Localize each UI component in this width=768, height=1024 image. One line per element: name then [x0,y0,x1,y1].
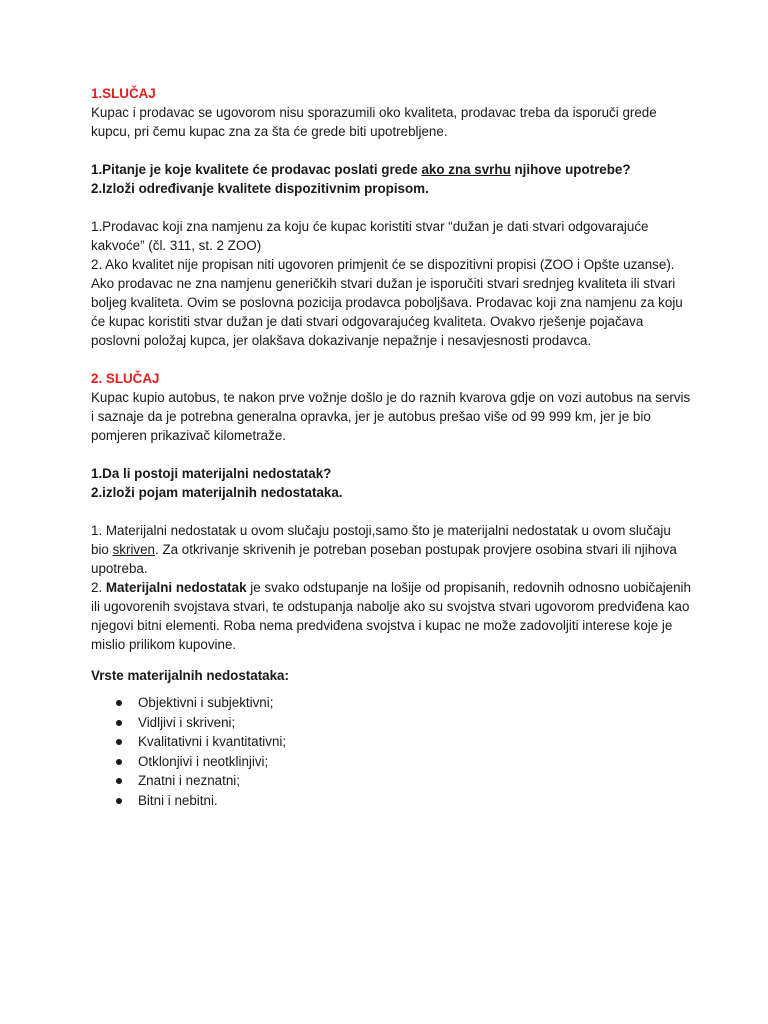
list-item: Vidljivi i skriveni; [91,713,691,733]
case-1-question-1-underlined: ako zna svrhu [421,162,511,177]
bullet-icon [116,720,122,726]
case-2-question-2: 2.izloži pojam materijalnih nedostataka. [91,485,343,500]
case-2-answer-2-prefix: 2. [91,580,106,595]
bullet-icon [116,778,122,784]
case-1-question-2: 2.Izloži određivanje kvalitete dispozitivnim propisom. [91,181,429,196]
list-item: Otklonjivi i neotklinjivi; [91,752,691,772]
case-2-title: 2. SLUČAJ [91,371,160,386]
case-1-question-1 [91,160,691,179]
list-item: Bitni i nebitni. [91,791,691,811]
case-1-question-1-part-a: 1.Pitanje je koje kvalitete će prodavac poslati grede [91,162,422,177]
case-1-answer-2: 2. Ako kvalitet nije propisan niti ugovoren primjenit će se dispozitivni propisi (ZOO i Opšte uzanse). Ako prodavac ne zna namjenu generičkih stvari dužan je isporučiti stvari srednjeg kvaliteta ili stvari boljeg kvaliteta. Ovim se poslovna pozicija prodavca poboljšava. Prodavac koji zna namjenu za koju će kupac koristiti stvar dužan je dati stvari odgovarajućeg kvaliteta. Ovakvo rješenje pojačava poslovni položaj kupca, jer olakšava dokazivanje nepažnje i nesavjesnosti prodavca. [91,257,683,348]
case-2-answer-2-rest: je svako odstupanje na lošije od propisanih, redovnih odnosno uobičajenih ili ugovorenih svojstava stvari, te odstupanja nabolje ako su svojstva stvari ugovorom predviđena kao njegovi bitni elementi. Roba nema predviđena svojstva i kupac ne može zadovoljiti interese koje je mislio prilikom kupovine. [91,580,691,652]
bullet-icon [116,739,122,745]
case-2-answer-2 [91,578,691,654]
case-1-title: 1.SLUČAJ [91,86,156,101]
bullet-icon [116,759,122,765]
case-2-answer-2-bold-term: Materijalni nedostatak [105,580,247,595]
case-1-question-1-part-b: njihove upotrebe? [510,162,631,177]
bullet-icon [116,798,122,804]
list-item: Objektivni i subjektivni; [91,693,691,713]
case-1-text: Kupac i prodavac se ugovorom nisu sporazumili oko kvaliteta, prodavac treba da isporuči grede kupcu, pri čemu kupac zna za šta će grede biti upotrebljene. [91,105,657,139]
bullet-icon [116,700,122,706]
list-item: Znatni i neznatni; [91,771,691,791]
types-heading: Vrste materijalnih nedostataka: [91,668,289,683]
types-list [91,693,691,810]
case-2-text: Kupac kupio autobus, te nakon prve vožnje došlo je do raznih kvarova gdje on vozi autobus na servis i saznaje da je potrebna generalna opravka, jer je autobus prešao više od 99 999 km, jer je bio pomjeren prikazivač kilometraže. [91,390,691,443]
case-2-answer-1-part-a: 1. Materijalni nedostatak u ovom slučaju postoji,samo što je materijalni nedostatak u ovom slučaju bio [91,523,671,557]
case-2-answer-1-part-b: . Za otkrivanje skrivenih je potreban poseban postupak provjere osobina stvari ili njihova upotreba. [91,542,677,576]
case-2-question-1: 1.Da li postoji materijalni nedostatak? [91,466,332,481]
document-body [91,84,691,810]
case-2-answer-1 [91,521,691,578]
list-item: Kvalitativni i kvantitativni; [91,732,691,752]
case-2-answer-1-underlined: skriven [112,542,156,557]
case-1-answer-1: 1.Prodavac koji zna namjenu za koju će kupac koristiti stvar “dužan je dati stvari odgovarajuće kakvoće” (čl. 311, st. 2 ZOO) [91,219,649,253]
